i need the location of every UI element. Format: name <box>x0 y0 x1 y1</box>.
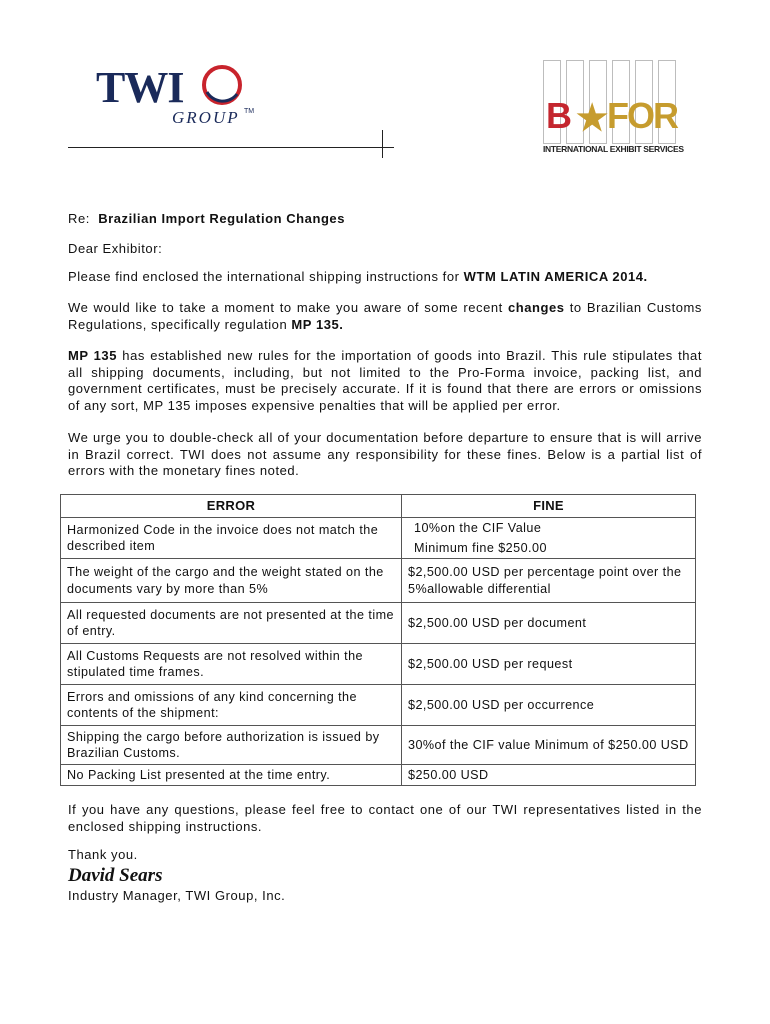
fines-table <box>60 494 696 786</box>
table-row <box>61 644 696 685</box>
fine-cell: $2,500.00 USD per percentage point over the 5%allowable differential <box>402 559 696 603</box>
paragraph-mp135 <box>68 348 702 414</box>
signature: David Sears <box>68 865 163 886</box>
fine-cell: $250.00 USD <box>402 765 696 786</box>
trademark-mark: TM <box>244 108 255 115</box>
event-name: WTM LATIN AMERICA 2014. <box>463 269 648 284</box>
salutation: Dear Exhibitor: <box>68 241 163 256</box>
re-subject: Brazilian Import Regulation Changes <box>98 211 345 226</box>
mp135-label: MP 135 <box>68 348 117 363</box>
error-cell: Shipping the cargo before authorization is issued by Brazilian Customs. <box>61 726 402 765</box>
fine-cell <box>402 518 696 559</box>
bfor-letter-r: R <box>653 95 679 136</box>
header-error: ERROR <box>61 495 402 518</box>
paragraph-closing: If you have any questions, please feel free to contact one of our TWI representatives listed in the enclosed shipping instructions. <box>68 802 702 834</box>
re-line <box>68 211 702 228</box>
fine-line: Minimum fine $250.00 <box>414 540 547 555</box>
changes-word: changes <box>507 300 565 315</box>
fine-line: 10%on the CIF Value <box>414 521 542 535</box>
bfor-logo <box>543 60 684 156</box>
error-cell: Harmonized Code in the invoice does not match the described item <box>61 518 402 559</box>
bfor-letter-f: F <box>607 95 629 136</box>
table-header-row <box>61 495 696 518</box>
error-cell: All Customs Requests are not resolved within the stipulated time frames. <box>61 644 402 685</box>
bfor-letter-o: O <box>627 95 656 136</box>
p1-text: Please find enclosed the international shipping instructions for <box>68 269 460 284</box>
bfor-caption: INTERNATIONAL EXHIBIT SERVICES <box>543 144 684 154</box>
error-cell: All requested documents are not presented at the time of entry. <box>61 603 402 644</box>
thank-you: Thank you. <box>68 847 138 862</box>
twi-group-logo <box>92 60 255 130</box>
table-row <box>61 518 696 559</box>
regulation-name: MP 135. <box>291 316 344 332</box>
table-row <box>61 603 696 644</box>
error-cell: Errors and omissions of any kind concerning the contents of the shipment: <box>61 685 402 726</box>
error-cell: No Packing List presented at the time entry. <box>61 765 402 786</box>
star-icon: ★ <box>576 97 609 138</box>
table-row <box>61 685 696 726</box>
p2-text-a: We would like to take a moment to make you aware of some recent <box>68 300 503 315</box>
table-row <box>61 726 696 765</box>
header-fine: FINE <box>402 495 696 518</box>
header-divider-tick <box>382 130 383 158</box>
paragraph-changes <box>68 300 702 333</box>
p3-text: has established new rules for the importation of goods into Brazil. This rule stipulates that all shipping documents, including, but not limited to the Pro-Forma invoice, packing list, and government certificates, must be precisely accurate. If it is found that there are errors or omissions of any sort, MP 135 imposes expensive penalties that will be applied per error. <box>68 348 702 413</box>
table-row <box>61 559 696 603</box>
fine-cell: $2,500.00 USD per occurrence <box>402 685 696 726</box>
twi-ring-icon <box>199 62 245 108</box>
error-cell: The weight of the cargo and the weight stated on the documents vary by more than 5% <box>61 559 402 603</box>
twi-logo-word: TWI <box>96 63 184 112</box>
fine-cell: $2,500.00 USD per document <box>402 603 696 644</box>
fine-cell: 30%of the CIF value Minimum of $250.00 USD <box>402 726 696 765</box>
re-prefix: Re: <box>68 211 90 226</box>
bfor-letter-b: B <box>546 95 572 136</box>
table-row <box>61 765 696 786</box>
paragraph-shipping-instructions <box>68 269 702 286</box>
p2-text-b: to Brazilian Customs Regulations, specifically regulation <box>68 300 702 332</box>
signer-title: Industry Manager, TWI Group, Inc. <box>68 888 286 903</box>
header-divider <box>68 147 394 148</box>
twi-logo-group-word: GROUP <box>172 108 240 127</box>
fine-cell: $2,500.00 USD per request <box>402 644 696 685</box>
paragraph-urge: We urge you to double-check all of your documentation before departure to ensure that is will arrive in Brazil correct. TWI does not assume any responsibility for these fines. Below is a partial list of errors with the monetary fines noted. <box>68 430 702 478</box>
